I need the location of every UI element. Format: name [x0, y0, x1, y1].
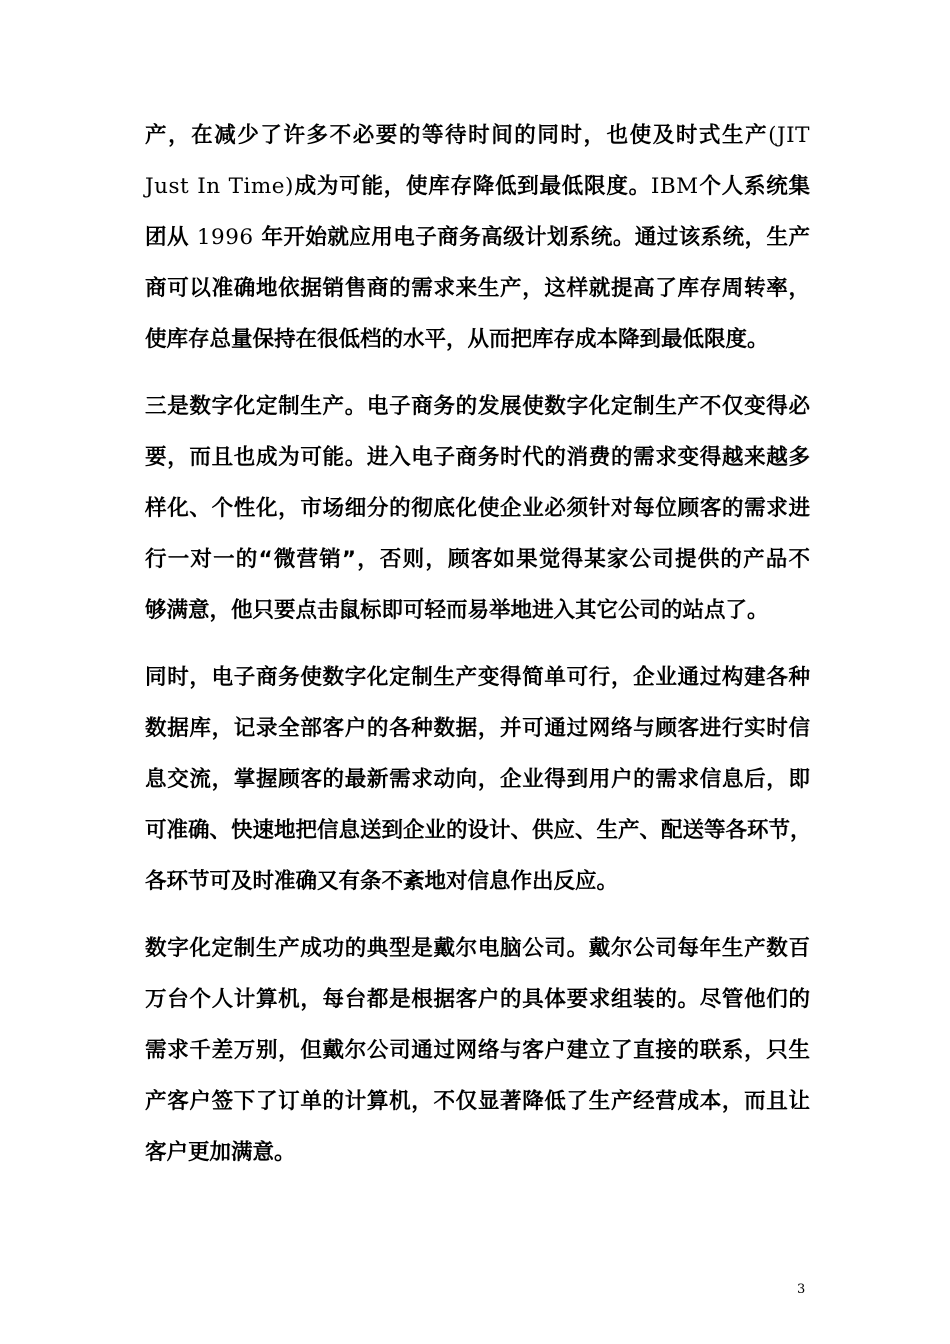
text-line — [145, 314, 810, 365]
text-segment: 产，在减少了许多不必要的等待时间的同时，也使及时式生产 — [145, 123, 769, 148]
text-line — [145, 754, 810, 805]
text-line — [145, 161, 810, 212]
text-segment: 数据库，记录全部客户的各种数据，并可通过网络与顾客进行实时信 — [145, 716, 810, 741]
text-line — [145, 432, 810, 483]
text-segment: Just In Time) — [145, 174, 294, 199]
text-segment: 个人系统集 — [698, 174, 810, 199]
text-segment: IBM — [650, 174, 699, 199]
text-segment: 要，而且也成为可能。进入电子商务时代的消费的需求变得越来越多 — [145, 445, 810, 470]
text-line — [145, 652, 810, 703]
text-line — [145, 212, 810, 263]
text-line — [145, 1025, 810, 1076]
text-segment: 三是数字化定制生产。电子商务的发展使数字化定制生产不仅变得必 — [145, 394, 810, 419]
text-segment: 使库存总量保持在很低档的水平，从而把库存成本降到最低限度。 — [145, 327, 769, 352]
text-segment: (JIT — [768, 123, 810, 148]
paragraph — [145, 923, 810, 1178]
text-line — [145, 974, 810, 1025]
body-text — [145, 110, 810, 1194]
text-segment: 行一对一的“微营销”，否则，顾客如果觉得某家公司提供的产品不 — [145, 547, 810, 572]
text-line — [145, 923, 810, 974]
text-segment: 年开始就应用电子商务高级计划系统。通过该系统，生产 — [253, 225, 810, 250]
text-segment: 可准确、快速地把信息送到企业的设计、供应、生产、配送等各环节， — [145, 818, 812, 843]
text-line — [145, 483, 810, 534]
text-segment: 1996 — [196, 225, 254, 250]
text-segment: 各环节可及时准确又有条不紊地对信息作出反应。 — [145, 869, 619, 894]
text-segment: 数字化定制生产成功的典型是戴尔电脑公司。戴尔公司每年生产数百 — [145, 936, 810, 961]
text-line — [145, 585, 810, 636]
text-segment: 样化、个性化，市场细分的彻底化使企业必须针对每位顾客的需求进 — [145, 496, 810, 521]
text-segment: 成为可能，使库存降低到最低限度。 — [293, 174, 651, 199]
text-line — [145, 110, 810, 161]
text-line — [145, 805, 810, 856]
text-segment: 团从 — [145, 225, 197, 250]
text-segment: 同时，电子商务使数字化定制生产变得简单可行，企业通过构建各种 — [145, 665, 810, 690]
text-segment: 万台个人计算机，每台都是根据客户的具体要求组装的。尽管他们的 — [145, 987, 810, 1012]
paragraph — [145, 110, 810, 365]
text-line — [145, 381, 810, 432]
text-segment: 产客户签下了订单的计算机，不仅显著降低了生产经营成本，而且让 — [145, 1089, 810, 1114]
text-line — [145, 534, 810, 585]
text-segment: 客户更加满意。 — [145, 1140, 296, 1165]
text-line — [145, 263, 810, 314]
paragraph — [145, 652, 810, 907]
text-line — [145, 1127, 810, 1178]
text-line — [145, 1076, 810, 1127]
text-segment: 需求千差万别，但戴尔公司通过网络与客户建立了直接的联系，只生 — [145, 1038, 810, 1063]
text-line — [145, 703, 810, 754]
paragraph — [145, 381, 810, 636]
page-number: 3 — [797, 1282, 806, 1297]
text-segment: 够满意，他只要点击鼠标即可轻而易举地进入其它公司的站点了。 — [145, 598, 769, 623]
text-segment: 商可以准确地依据销售商的需求来生产，这样就提高了库存周转率， — [145, 276, 810, 301]
text-line — [145, 856, 810, 907]
text-segment: 息交流，掌握顾客的最新需求动向，企业得到用户的需求信息后，即 — [145, 767, 810, 792]
